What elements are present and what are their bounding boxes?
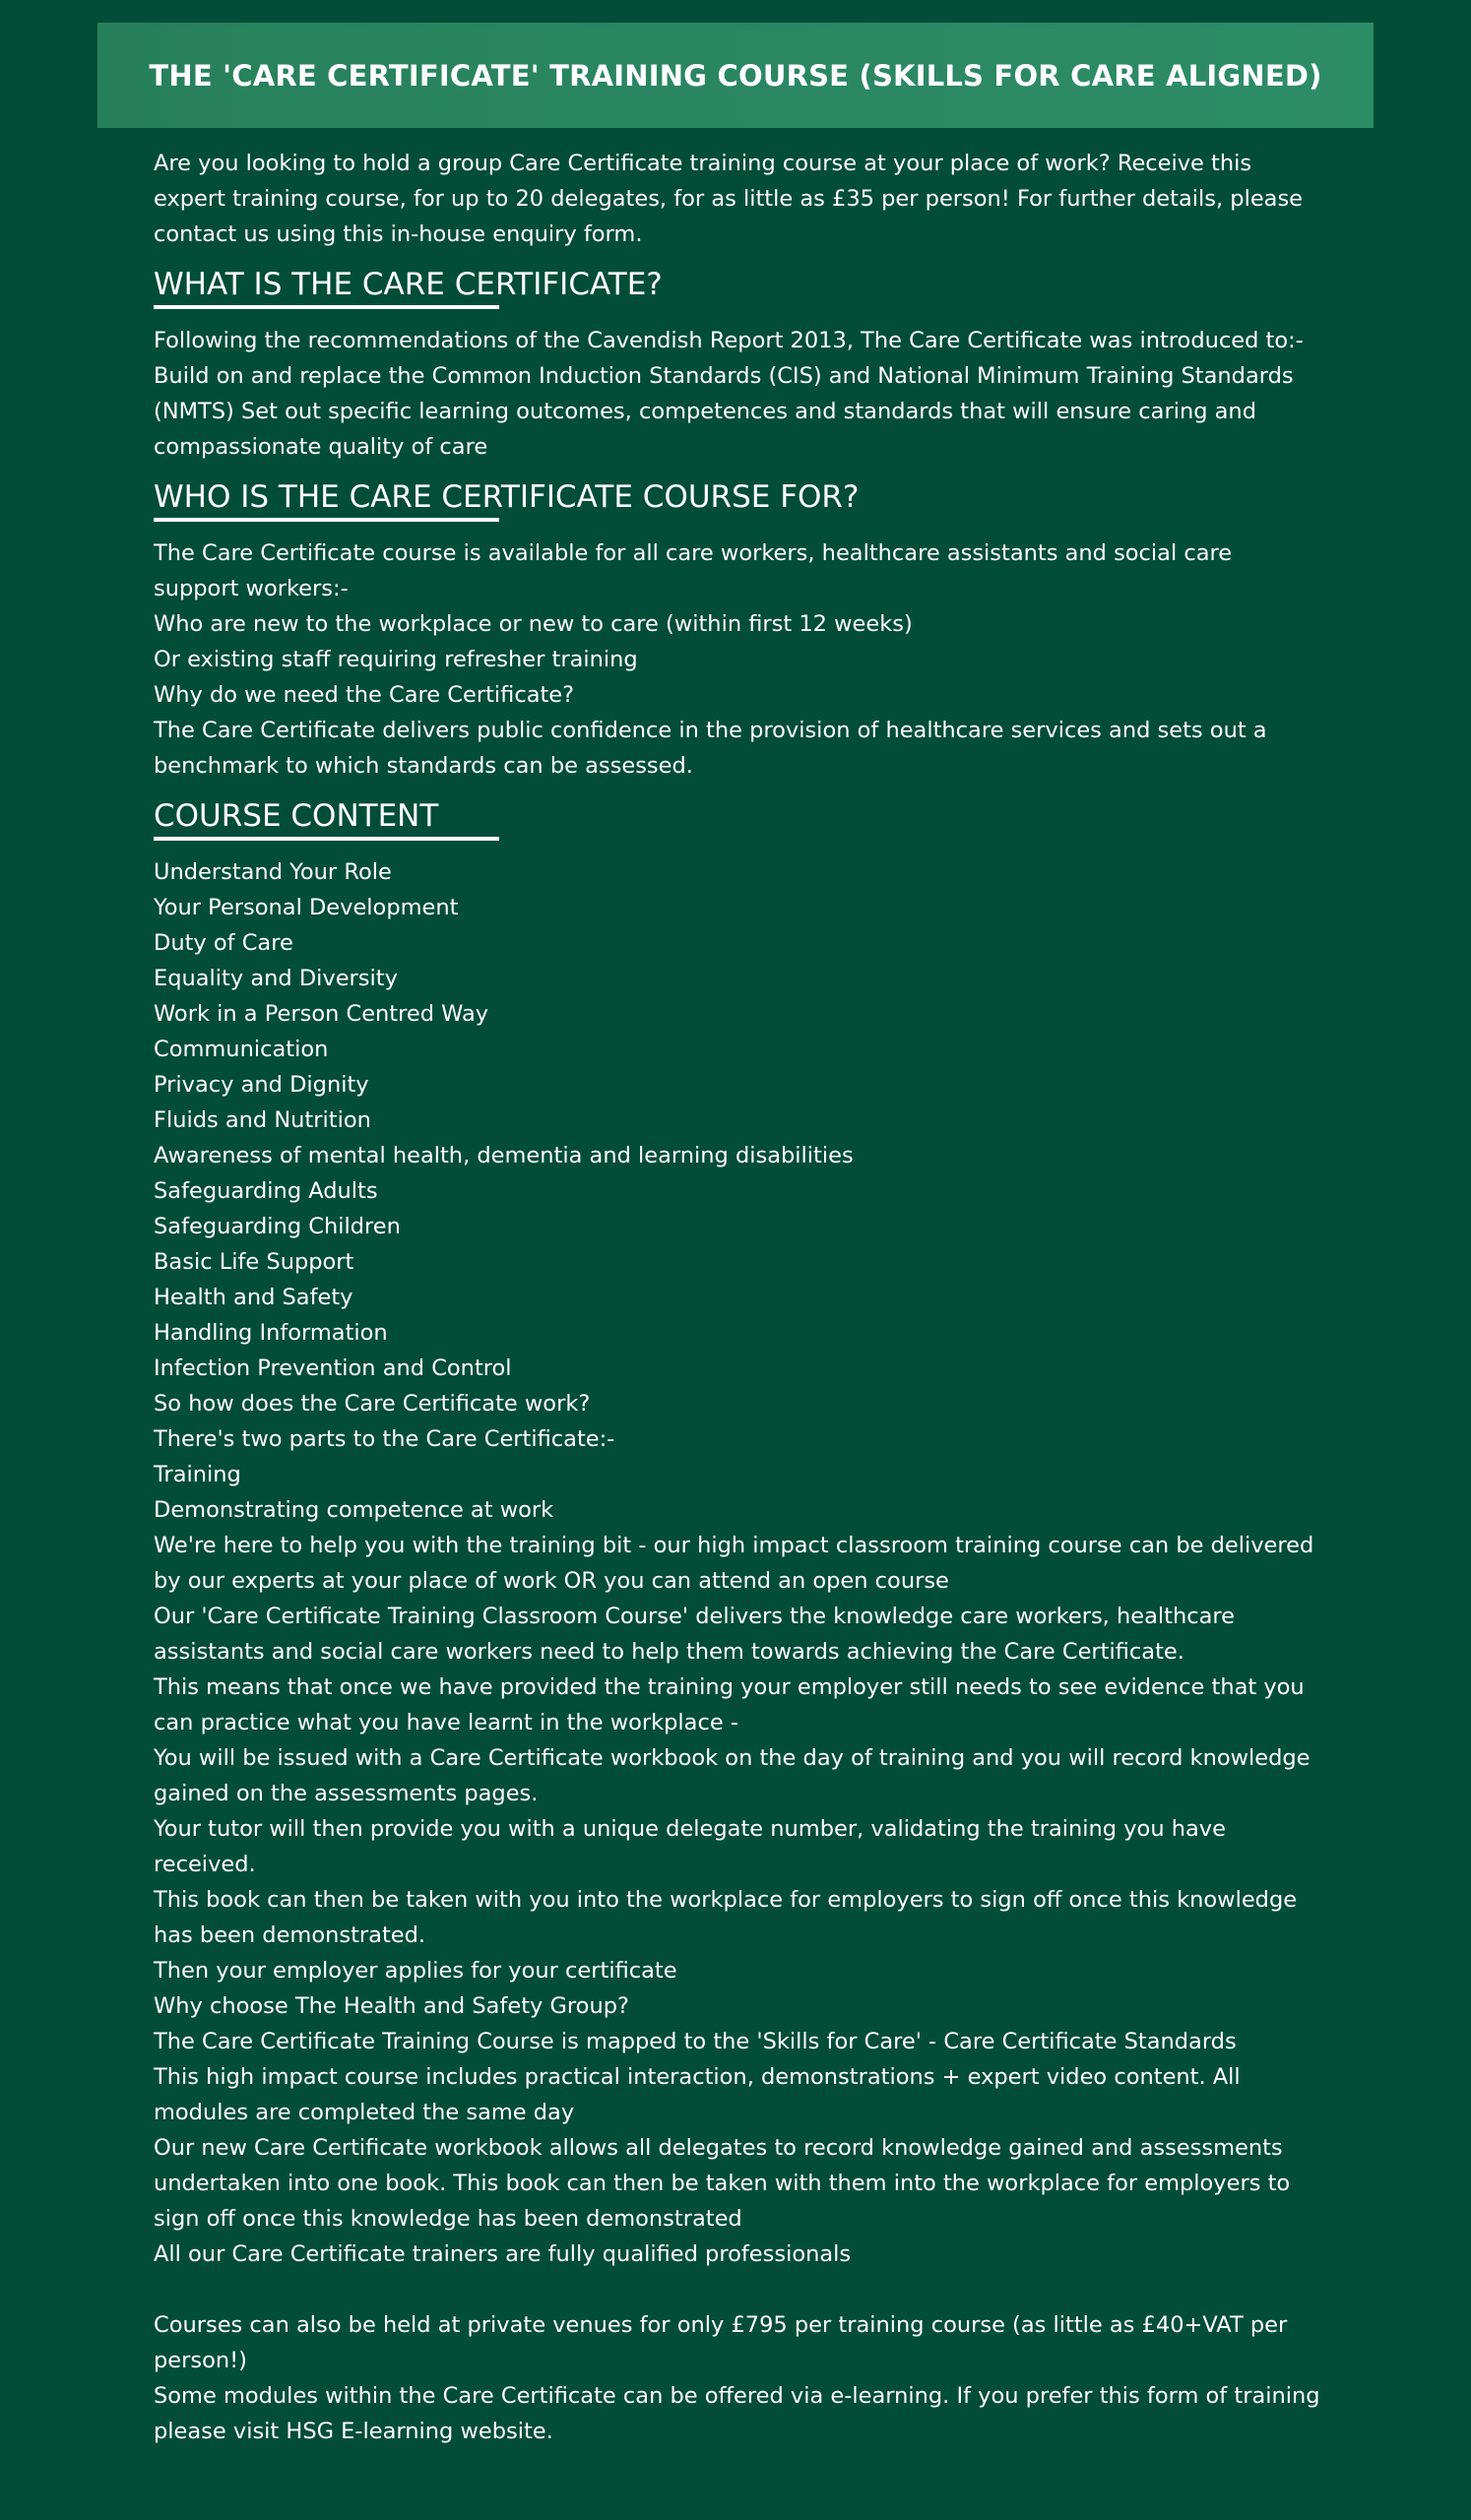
section-heading-who: WHO IS THE CARE CERTIFICATE COURSE FOR? [154,479,860,515]
content-line: Handling Information [154,1320,388,1346]
footer-line: Some modules within the Care Certificate can be offered via e-learning. If you prefer this form of training please visit HSG E-learning website. [154,2383,1320,2444]
content-line: Work in a Person Centred Way [154,1001,489,1027]
content-line: So how does the Care Certificate work? [154,1391,591,1417]
section-body-who [154,536,1323,784]
content-line: Your Personal Development [154,895,459,920]
content-line: Fluids and Nutrition [154,1107,371,1133]
content-line: This means that once we have provided the training your employer still needs to see evidence that you can practice what you have learnt in the workplace - [154,1674,1305,1735]
content-line: Our new Care Certificate workbook allows all delegates to record knowledge gained and assessments undertaken into one book. This book can then be taken with them into the workplace for employers to sign off once this knowledge has been demonstrated [154,2135,1291,2232]
main-content [154,146,1323,2449]
who-line: Who are new to the workplace or new to care (within first 12 weeks) [154,611,913,637]
content-line: Training [154,1462,241,1487]
heading-underline [154,305,499,309]
content-line: This book can then be taken with you into the workplace for employers to sign off once this knowledge has been demonstrated. [154,1887,1298,1948]
content-line: Why choose The Health and Safety Group? [154,1993,629,2019]
content-line: Privacy and Dignity [154,1072,369,1098]
content-line: Understand Your Role [154,859,392,885]
content-line: Health and Safety [154,1285,353,1310]
content-line: All our Care Certificate trainers are fully qualified professionals [154,2241,852,2267]
content-line: Demonstrating competence at work [154,1497,554,1523]
content-line: Awareness of mental health, dementia and learning disabilities [154,1143,854,1168]
content-line: Duty of Care [154,930,293,956]
content-line: This high impact course includes practical interaction, demonstrations + expert video content. All modules are completed the same day [154,2064,1241,2125]
who-line: The Care Certificate delivers public confidence in the provision of healthcare services and sets out a benchmark to which standards can be assessed. [154,718,1267,779]
section-heading-what: WHAT IS THE CARE CERTIFICATE? [154,267,663,302]
heading-underline [154,518,499,522]
content-line: We're here to help you with the training bit - our high impact classroom training course can be delivered by our experts at your place of work OR you can attend an open course [154,1533,1314,1594]
section-spacer [154,465,1323,476]
content-line: Communication [154,1037,329,1062]
who-line: Why do we need the Care Certificate? [154,682,575,708]
section-footer [154,2307,1323,2449]
content-line: The Care Certificate Training Course is mapped to the 'Skills for Care' - Care Certificate Standards [154,2029,1237,2054]
content-line: Infection Prevention and Control [154,1355,512,1381]
footer-line: Courses can also be held at private venues for only £795 per training course (as little as £40+VAT per person!) [154,2312,1288,2373]
content-line: There's two parts to the Care Certificate:- [154,1426,615,1452]
blank-line [154,2272,1323,2307]
content-line: Then your employer applies for your certificate [154,1958,677,1984]
section-body-content [154,854,1323,2272]
section-body-what: Following the recommendations of the Cavendish Report 2013, The Care Certificate was introduced to:- Build on and replace the Common Induction Standards (CIS) and National Minimum Training Standards (NMTS) Set out specific learning outcomes, competences and standards that will ensure caring and compassionate quality of care [154,328,1304,460]
intro-paragraph: Are you looking to hold a group Care Certificate training course at your place of work? Receive this expert training course, for up to 20 delegates, for as little as £35 per person! For further details, please contact us using this in-house enquiry form. [154,151,1304,247]
content-line: Safeguarding Adults [154,1178,378,1204]
content-line: Our 'Care Certificate Training Classroom Course' delivers the knowledge care workers, healthcare assistants and social care workers need to help them towards achieving the Care Certificate. [154,1604,1235,1665]
content-line: Your tutor will then provide you with a unique delegate number, validating the training you have received. [154,1816,1226,1877]
content-line: Equality and Diversity [154,966,398,991]
section-spacer [154,784,1323,795]
content-line: You will be issued with a Care Certificate workbook on the day of training and you will record knowledge gained on the assessments pages. [154,1745,1311,1806]
section-heading-content: COURSE CONTENT [154,798,439,834]
page-banner [97,23,1374,128]
content-line: Basic Life Support [154,1249,354,1275]
who-line: Or existing staff requiring refresher training [154,647,638,672]
page-title: THE 'CARE CERTIFICATE' TRAINING COURSE (SKILLS FOR CARE ALIGNED) [149,58,1322,93]
who-line: The Care Certificate course is available for all care workers, healthcare assistants and social care support workers:- [154,540,1233,601]
heading-underline [154,837,499,841]
content-line: Safeguarding Children [154,1214,401,1239]
